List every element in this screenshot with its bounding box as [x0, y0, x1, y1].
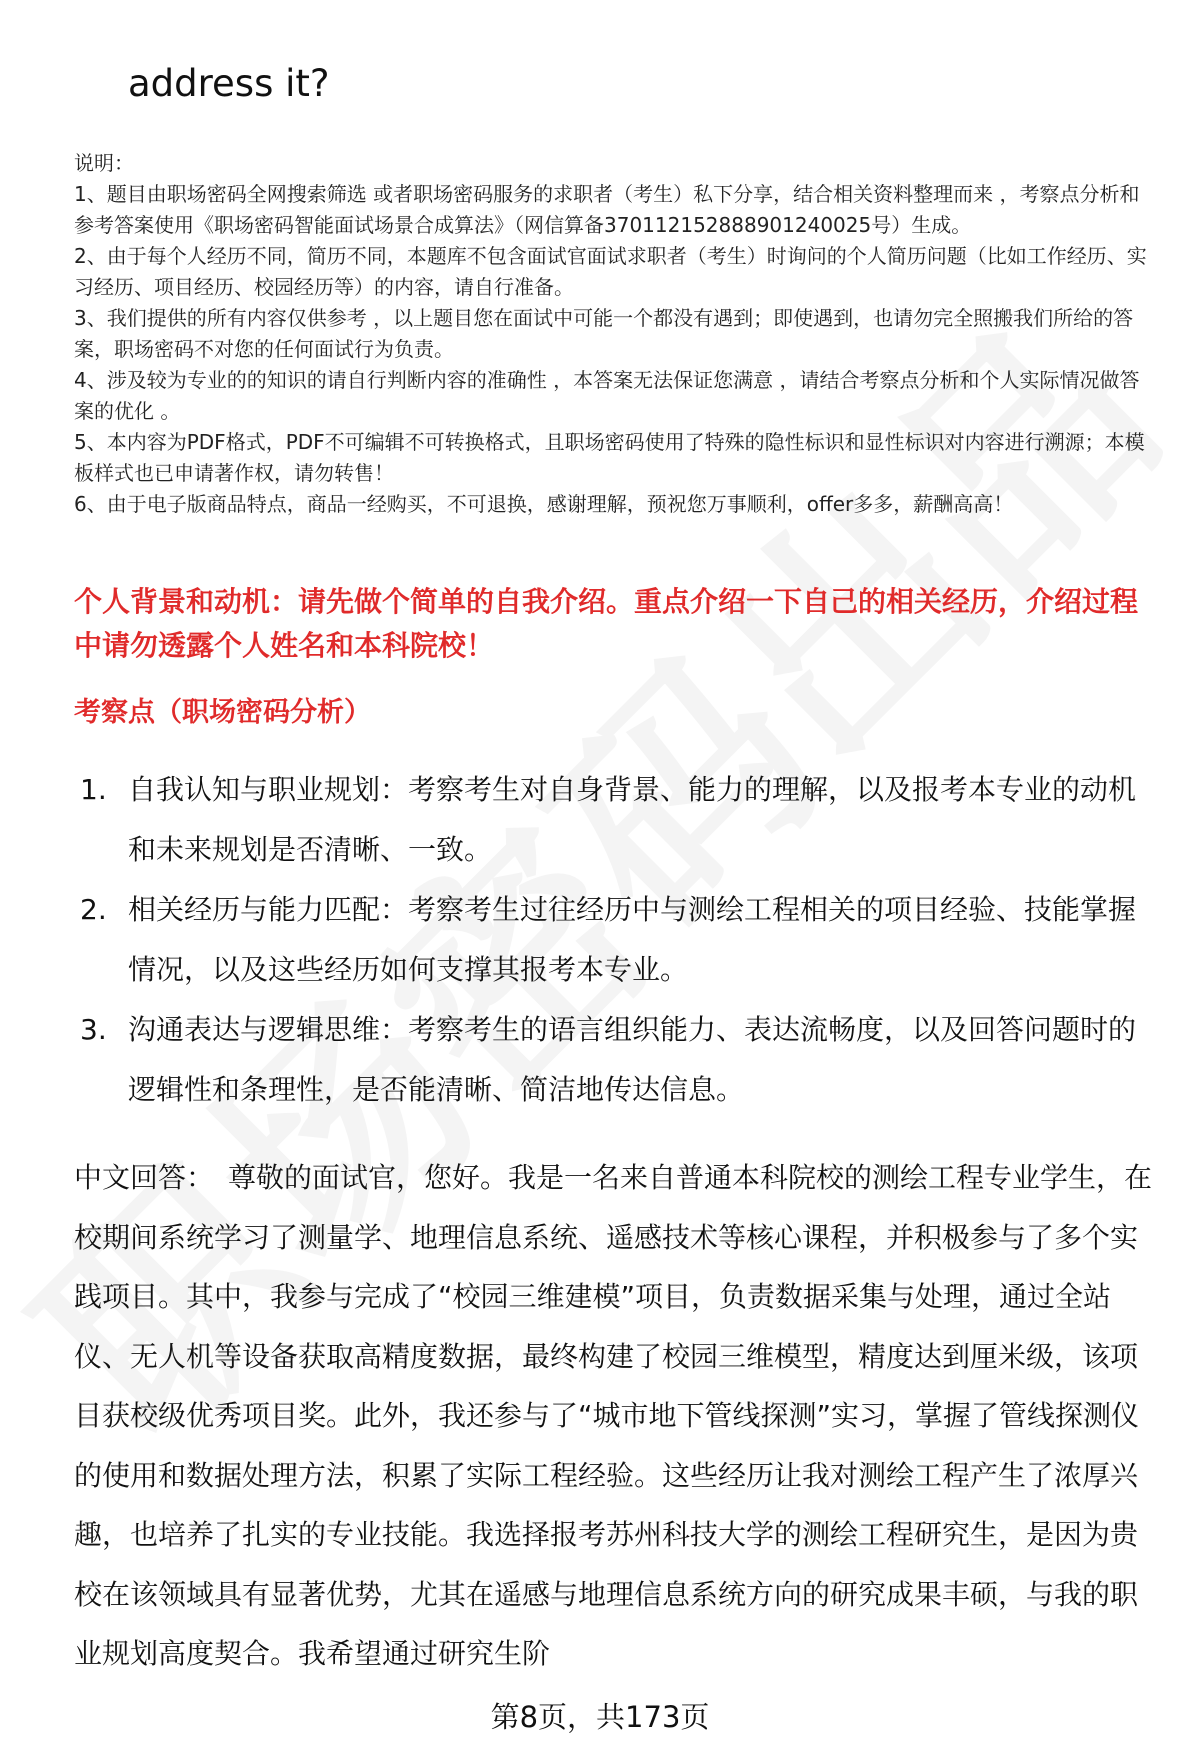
- page-number: 第8页，共173页: [490, 1700, 710, 1734]
- list-item-number: 2.: [80, 893, 107, 926]
- list-item-number: 3.: [80, 1013, 107, 1046]
- note-item: 3、我们提供的所有内容仅供参考 ，以上题目您在面试中可能一个都没有遇到；即使遇到，也请勿完全照搬我们所给的答案，职场密码不对您的任何面试行为负责。: [74, 306, 1134, 361]
- note-item: 1、题目由职场密码全网搜索筛选 或者职场密码服务的求职者（考生）私下分享，结合相关资料整理而来 ，考察点分析和参考答案使用《职场密码智能面试场景合成算法》（网信算备370112152888901240025号）生成。: [74, 182, 1140, 237]
- analysis-points-list: [80, 760, 1140, 1120]
- note-item: 4、涉及较为专业的的知识的请自行判断内容的准确性 ，本答案无法保证您满意 ，请结合考察点分析和个人实际情况做答案的优化 。: [74, 368, 1140, 423]
- list-item: [80, 880, 1140, 1000]
- list-item: [80, 1000, 1140, 1120]
- note-item: 6、由于电子版商品特点，商品一经购买，不可退换，感谢理解，预祝您万事顺利，offer多多，薪酬高高！: [74, 492, 1014, 516]
- answer-text: 尊敬的面试官，您好。我是一名来自普通本科院校的测绘工程专业学生，在校期间系统学习了测量学、地理信息系统、遥感技术等核心课程，并积极参与了多个实践项目。其中，我参与完成了“校园三维建模”项目，负责数据采集与处理，通过全站仪、无人机等设备获取高精度数据，最终构建了校园三维模型，精度达到厘米级，该项目获校级优秀项目奖。此外，我还参与了“城市地下管线探测”实习，掌握了管线探测仪的使用和数据处理方法，积累了实际工程经验。这些经历让我对测绘工程产生了浓厚兴趣，也培养了扎实的专业技能。我选择报考苏州科技大学的测绘工程研究生，是因为贵校在该领域具有显著优势，尤其在遥感与地理信息系统方向的研究成果丰硕，与我的职业规划高度契合。我希望通过研究生阶: [74, 1161, 1153, 1670]
- list-item: [80, 760, 1140, 880]
- notes-section: [74, 148, 1154, 520]
- note-item: 5、本内容为PDF格式，PDF不可编辑不可转换格式，且职场密码使用了特殊的隐性标识和显性标识对内容进行溯源；本模板样式也已申请著作权，请勿转售！: [74, 430, 1145, 485]
- interview-question: 个人背景和动机：请先做个简单的自我介绍。重点介绍一下自己的相关经历，介绍过程中请勿透露个人姓名和本科院校！: [74, 585, 1139, 662]
- analysis-heading: 考察点（职场密码分析）: [74, 697, 371, 728]
- list-item-text: 相关经历与能力匹配：考察考生过往经历中与测绘工程相关的项目经验、技能掌握情况，以及这些经历如何支撑其报考本专业。: [128, 893, 1137, 986]
- list-item-number: 1.: [80, 773, 107, 806]
- answer-paragraph: [74, 1148, 1154, 1684]
- list-item-text: 沟通表达与逻辑思维：考察考生的语言组织能力、表达流畅度，以及回答问题时的逻辑性和条理性，是否能清晰、简洁地传达信息。: [128, 1013, 1137, 1106]
- notes-heading: 说明：: [74, 151, 134, 175]
- question-title-tail: address it?: [128, 62, 330, 105]
- note-item: 2、由于每个人经历不同，简历不同，本题库不包含面试官面试求职者（考生）时询问的个人简历问题（比如工作经历、实习经历、项目经历、校园经历等）的内容，请自行准备。: [74, 244, 1147, 299]
- answer-label: 中文回答：: [74, 1161, 215, 1194]
- list-item-text: 自我认知与职业规划：考察考生对自身背景、能力的理解，以及报考本专业的动机和未来规划是否清晰、一致。: [128, 773, 1137, 866]
